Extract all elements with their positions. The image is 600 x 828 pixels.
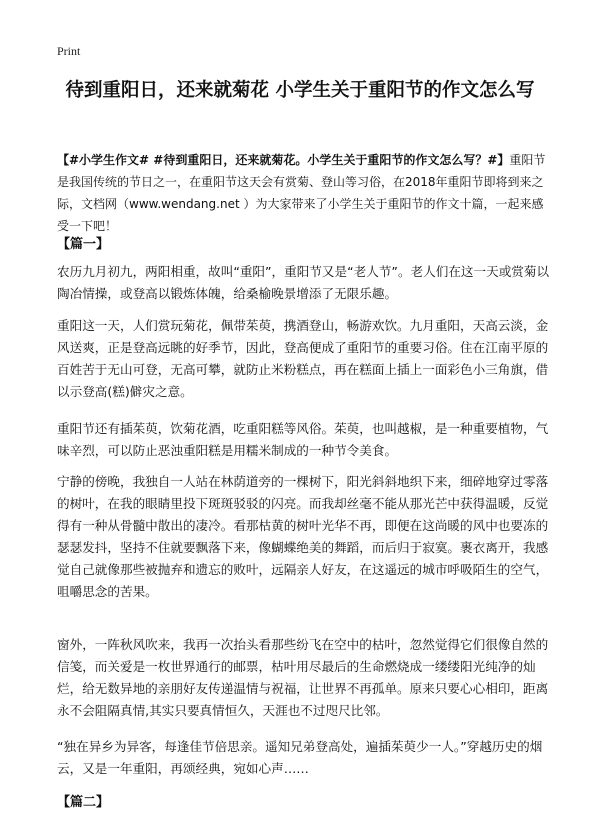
paragraph: 重阳这一天，人们赏玩菊花，佩带茱萸，携酒登山，畅游欢饮。九月重阳，天高云淡，金风送爽，正是登高远眺的好季节，因此，登高便成了重阳节的重要习俗。住在江南平原的百姓苦于无山可登，无高可攀，就防止米粉糕点，再在糕面上插上一面彩色小三角旗，借以示登高(糕)僻灾之意。 (57, 318, 549, 399)
paragraph: 宁静的傍晚，我独自一人站在林荫道旁的一棵树下，阳光斜斜地织下来，细碎地穿过零落的树叶，在我的眼睛里投下斑斑驳驳的闪亮。而我却丝毫不能从那光芒中获得温暖，反觉得有一种从骨髓中散出的凄冷。看那枯黄的树叶光华不再，即便在这尚暖的风中也要冻的瑟瑟发抖，坚持不住就要飘落下来，像蝴蝶绝美的舞蹈，而后归于寂寞。裹衣离开，我感觉自己就像那些被抛弃和遗忘的败叶，远隔亲人好友，在这遥远的城市呼吸陌生的空气，咀嚼思念的苦果。 (57, 474, 549, 599)
print-link[interactable]: Print (57, 44, 81, 58)
paragraph: 窗外，一阵秋风吹来，我再一次抬头看那些纷飞在空中的枯叶，忽然觉得它们很像自然的信笺，而关爱是一枚世界通行的邮票，枯叶用尽最后的生命燃烧成一缕缕阳光纯净的灿烂，给无数异地的亲朋好友传递温情与祝福，让世界不再孤单。原来只要心心相印，距离永不会阻隔真情,其实只要真情恒久，天涯也不过咫尺比邻。 (57, 637, 549, 718)
section-heading-2: 【篇二】 (57, 795, 110, 810)
paragraph: 农历九月初九，两阳相重，故叫“重阳”，重阳节又是“老人节”。老人们在这一天或赏菊以陶冶情操，或登高以锻炼体魄，给桑榆晚景增添了无限乐趣。 (57, 264, 550, 301)
intro-body: 重阳节是我国传统的节日之一，在重阳节这天会有赏菊、登山等习俗，在2018年重阳节即将到来之际，文档网（www.wendang.net ）为大家带来了小学生关于重阳节的作文十篇，一起来感受一下吧！ (57, 153, 546, 233)
article-intro (57, 149, 553, 237)
paragraph: 重阳节还有插茱萸，饮菊花酒，吃重阳糕等风俗。茱萸，也叫越椒，是一种重要植物，气味辛烈，可以防止恶浊重阳糕是用糯米制成的一种节令美食。 (57, 421, 549, 458)
intro-lead: 【#小学生作文# #待到重阳日，还来就菊花。小学生关于重阳节的作文怎么写？#】 (57, 153, 510, 167)
article-title: 待到重阳日，还来就菊花 小学生关于重阳节的作文怎么写 (65, 80, 535, 101)
section-heading-1: 【篇一】 (57, 237, 110, 252)
paragraph: “独在异乡为异客，每逢佳节倍思亲。遥知兄弟登高处，遍插茱萸少一人。”穿越历史的烟云，又是一年重阳，再颂经典，宛如心声…… (57, 739, 543, 776)
